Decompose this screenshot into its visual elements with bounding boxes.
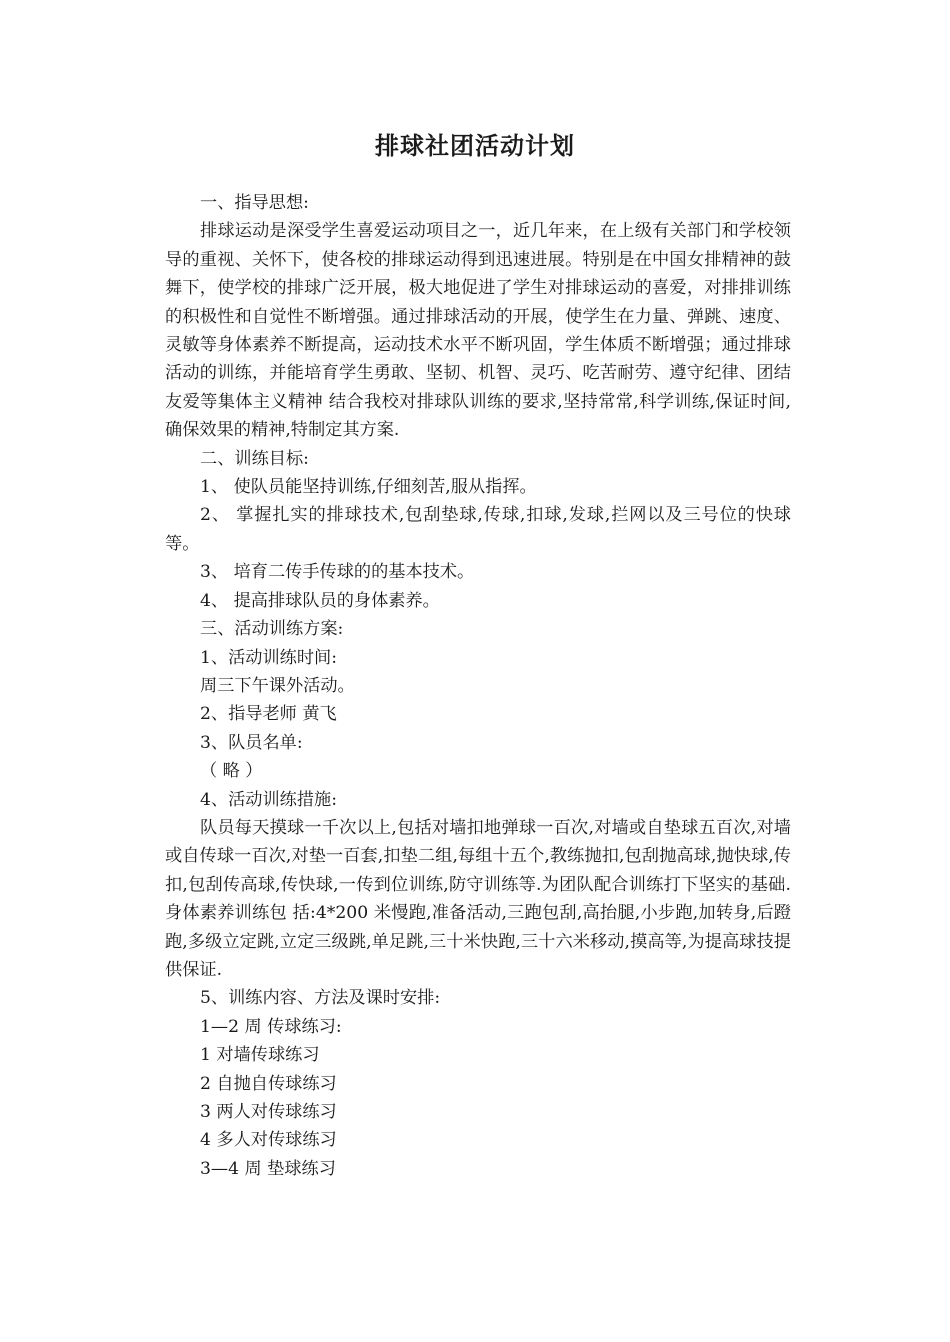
training-time-value: 周三下午课外活动。 (200, 675, 355, 696)
goal-item-2: 2、 掌握扎实的排球技术,包刮垫球,传球,扣球,发球,拦网以及三号位的快球等。 (165, 505, 791, 554)
section-heading-goals: 二、训练目标: (200, 448, 309, 469)
training-time-label: 1、活动训练时间: (200, 647, 338, 668)
document-title: 排球社团活动计划 (375, 131, 575, 160)
weeks-3-4-heading: 3—4 周 垫球练习 (200, 1158, 336, 1179)
guiding-paragraph: 排球运动是深受学生喜爱运动项目之一，近几年来，在上级有关部门和学校领导的重视、关怀下，使各校的排球运动得到迅速进展。特别是在中国女排精神的鼓舞下，使学校的排球广泛开展，极大地促进了学生对排球运动的喜爱，对排排训练的积极性和自觉性不断增强。通过排球活动的开展，使学生在力量、弹跳、速度、灵敏等身体素养不断提高，运动技术水平不断巩固，学生体质不断增强；通过排球活动的训练，并能培育学生勇敢、坚韧、机智、灵巧、吃苦耐劳、遵守纪律、团结友爱等集体主义精神 结合我校对排球队训练的要求,坚持常常,科学训练,保证时间,确保效果的精神,特制定其方案. (165, 221, 791, 441)
goal-item-1: 1、 使队员能坚持训练,仔细刻苦,服从指挥。 (200, 477, 537, 498)
roster-label: 3、队员名单: (200, 732, 303, 753)
goal-item-4: 4、 提高排球队员的身体素养。 (200, 590, 440, 611)
content-label: 5、训练内容、方法及课时安排: (200, 988, 441, 1009)
section-heading-guiding: 一、指导思想: (200, 193, 309, 213)
roster-value: （ 略 ） (200, 761, 263, 782)
section-heading-plan: 三、活动训练方案: (200, 619, 344, 640)
measures-label: 4、活动训练措施: (200, 789, 338, 810)
measures-paragraph: 队员每天摸球一千次以上,包括对墙扣地弹球一百次,对墙或自垫球五百次,对墙或自传球一百次,对垫一百套,扣垫二组,每组十五个,教练抛扣,包刮抛高球,抛快球,传扣,包刮传高球,传快球,一传到位训练,防守训练等.为团队配合训练打下坚实的基础.身体素养训练包 括:4*200 米慢跑,准备活动,三跑包刮,高抬腿,小步跑,加转身,后蹬跑,多级立定跳,立定三级跳,单足跳,三十米快跑,三十六米移动,摸高等,为提高球技提供保证. (165, 817, 791, 980)
goal-item-3: 3、 培育二传手传球的的基本技术。 (200, 562, 475, 583)
drill-item-1: 1 对墙传球练习 (200, 1045, 320, 1066)
weeks-1-2-heading: 1—2 周 传球练习: (200, 1016, 342, 1037)
drill-item-2: 2 自抛自传球练习 (200, 1073, 337, 1094)
teacher-line: 2、指导老师 黄飞 (200, 704, 337, 725)
document-body (165, 189, 791, 1183)
drill-item-3: 3 两人对传球练习 (200, 1102, 337, 1122)
drill-item-4: 4 多人对传球练习 (200, 1130, 337, 1151)
